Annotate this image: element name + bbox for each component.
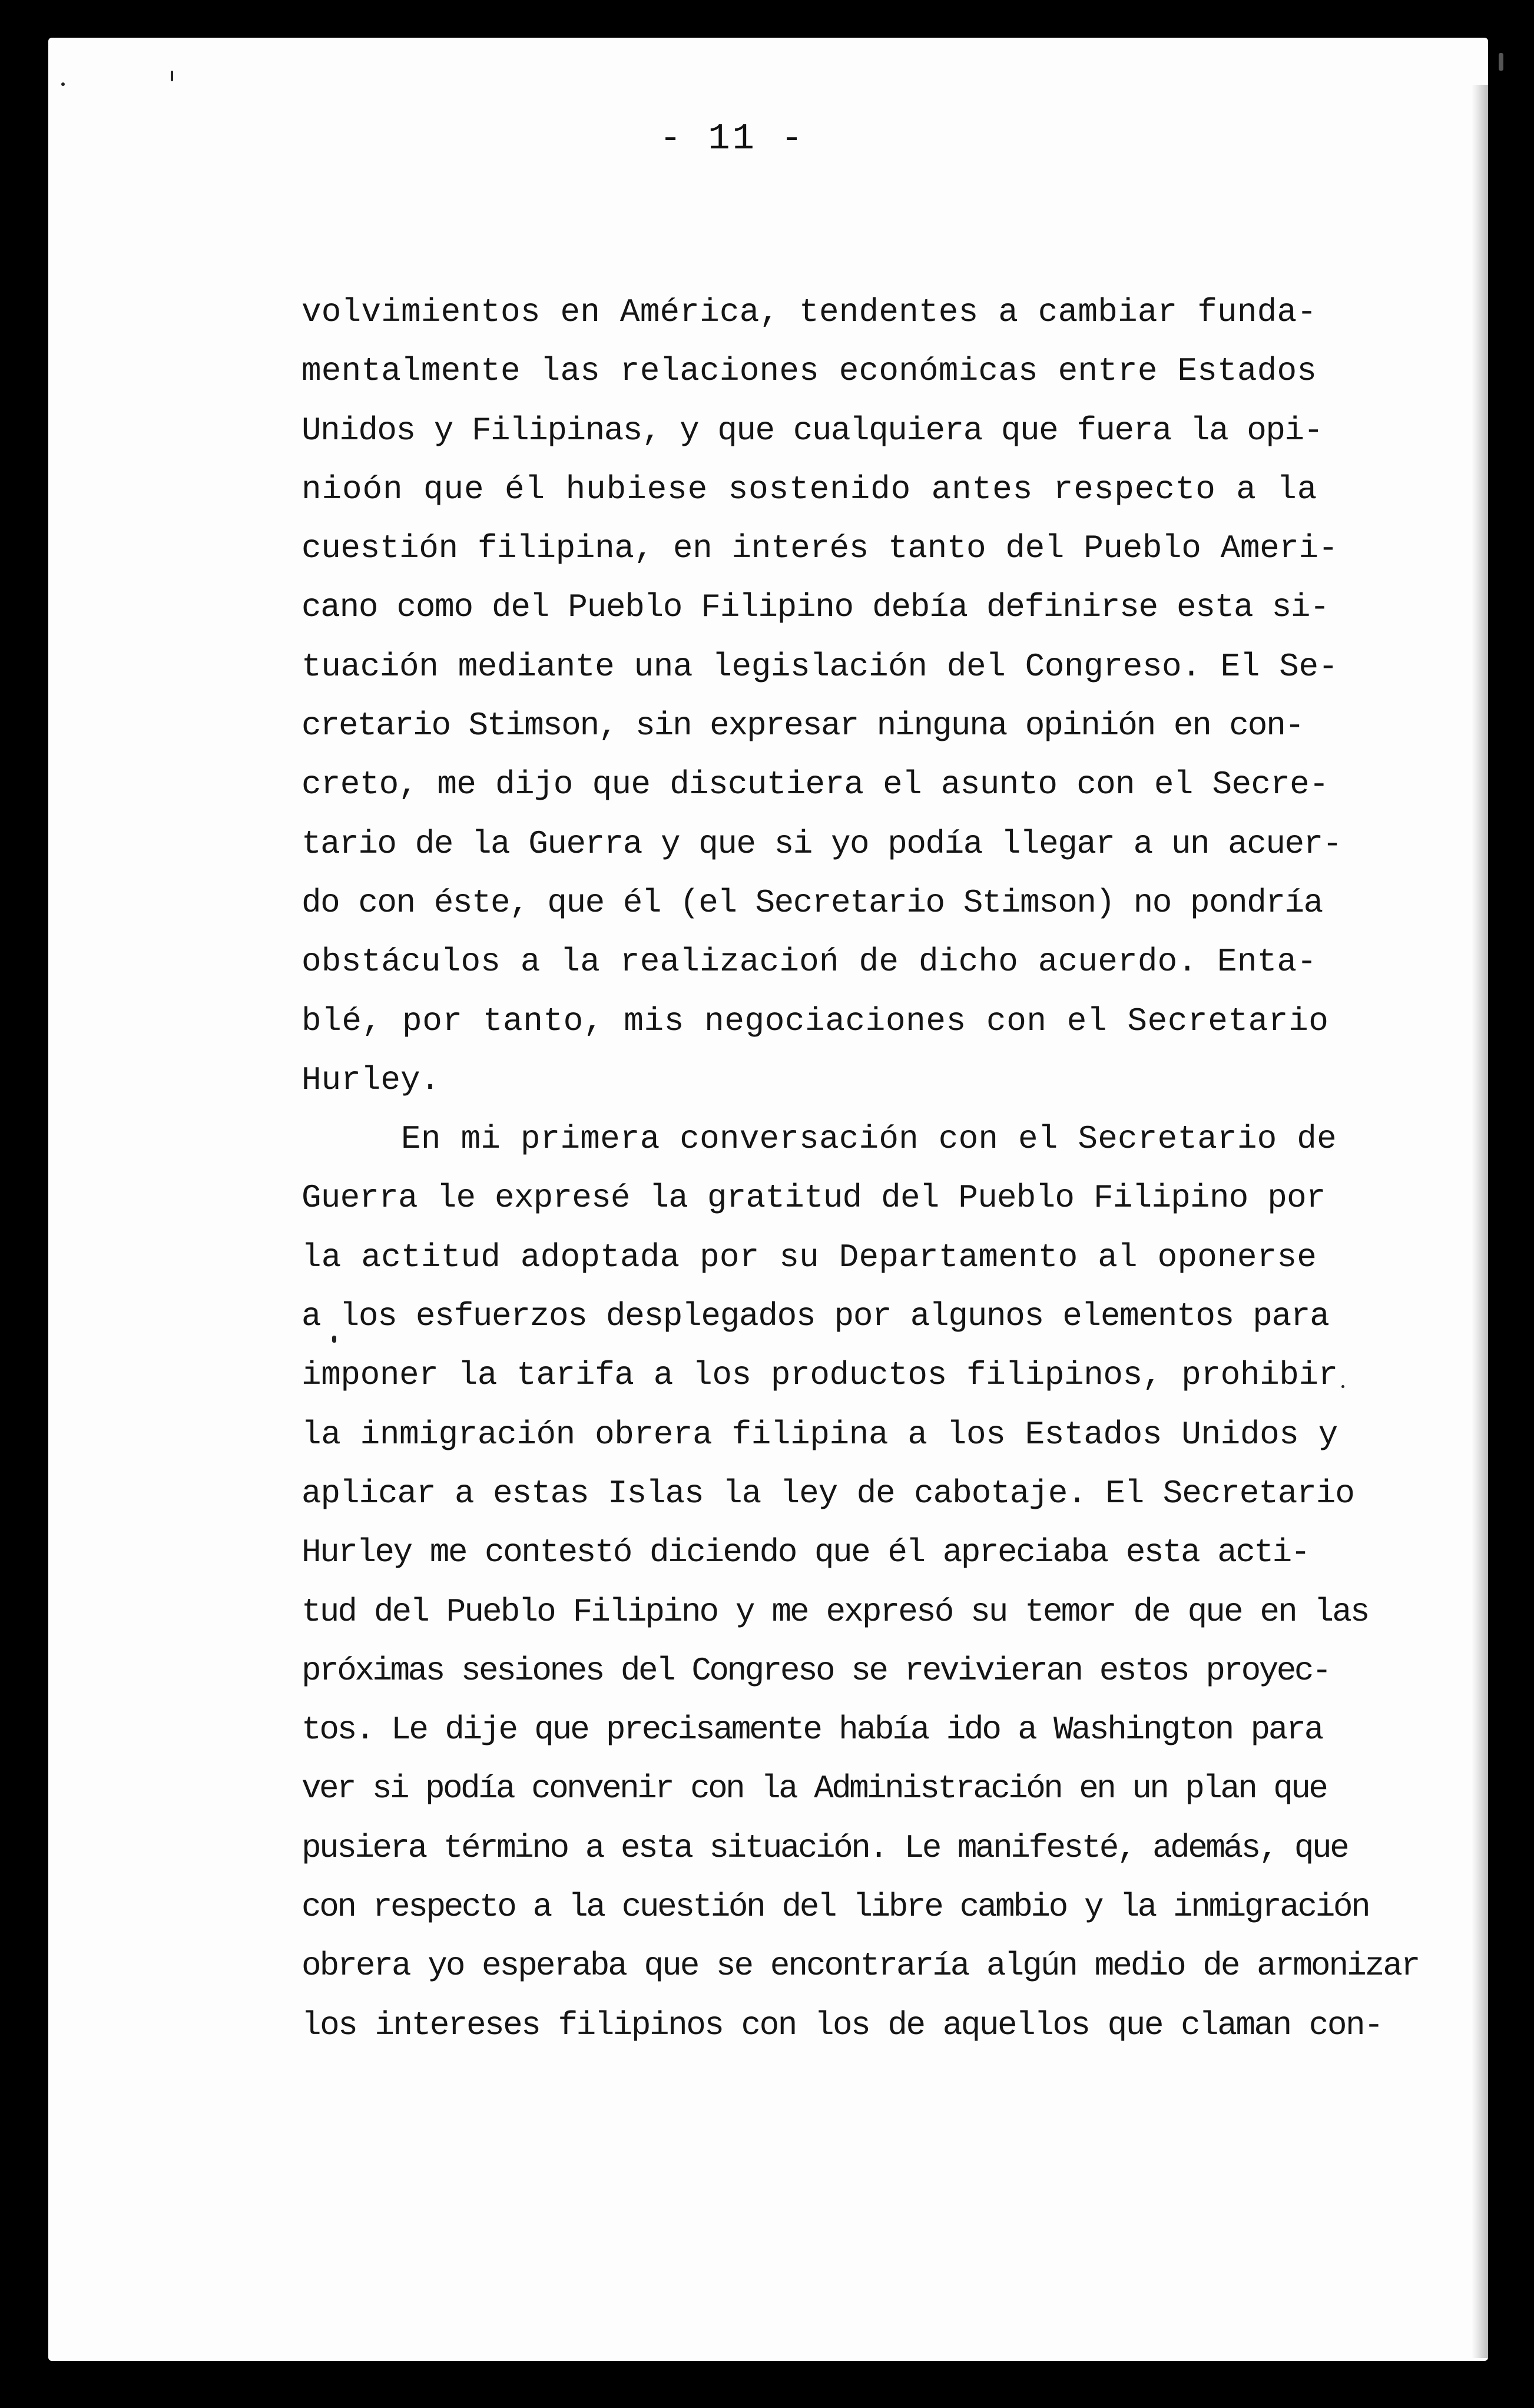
body-text	[302, 283, 1467, 2055]
text-line: cuestión filipina, en interés tanto del Pueblo Ameri-	[302, 529, 1338, 568]
scan-speck	[171, 71, 173, 81]
text-line: nioón que él hubiese sostenido antes respecto a la	[302, 470, 1318, 508]
text-line: tos. Le dije que precisamente había ido a Washington para	[302, 1711, 1323, 1749]
text-line: la inmigración obrera filipina a los Estados Unidos y	[302, 1415, 1338, 1453]
text-line: cretario Stimson, sin expresar ninguna opinión en con-	[302, 707, 1304, 745]
text-line: creto, me dijo que discutiera el asunto con el Secre-	[302, 766, 1328, 804]
text-line: Hurley me contestó diciendo que él apreciaba esta acti-	[302, 1533, 1309, 1572]
text-line: En mi primera conversación con el Secretario de	[302, 1120, 1337, 1158]
text-line: obrera yo esperaba que se encontraría algún medio de armonizar	[302, 1947, 1419, 1985]
text-line: cano como del Pueblo Filipino debía definirse esta si-	[302, 588, 1329, 627]
text-line: blé, por tanto, mis negociaciones con el Secretario	[302, 1002, 1329, 1040]
text-line: Hurley.	[302, 1061, 440, 1099]
text-line: la actitud adoptada por su Departamento al oponerse	[302, 1238, 1317, 1276]
text-line: pusiera término a esta situación. Le manifesté, además, que	[302, 1829, 1348, 1867]
text-line: imponer la tarifa a los productos filipinos, prohibir	[302, 1356, 1338, 1395]
text-line: do con éste, que él (el Secretario Stimson) no pondría	[302, 883, 1323, 922]
text-line: con respecto a la cuestión del libre cambio y la inmigración	[302, 1888, 1369, 1926]
text-line: a los esfuerzos desplegados por algunos elementos para	[302, 1297, 1329, 1336]
page-edge-shadow	[1472, 85, 1488, 2358]
page-number: - 11 -	[660, 118, 806, 160]
scan-speck	[1499, 53, 1503, 71]
text-line: ver si podía convenir con la Administración en un plan que	[302, 1770, 1327, 1808]
scan-speck	[332, 1336, 336, 1343]
text-line: volvimientos en América, tendentes a cambiar funda-	[302, 293, 1317, 331]
scan-speck	[61, 82, 65, 86]
scan-speck	[1341, 1385, 1344, 1388]
text-line: Unidos y Filipinas, y que cualquiera que fuera la opi-	[302, 411, 1323, 449]
text-line: Guerra le expresé la gratitud del Pueblo Filipino por	[302, 1179, 1326, 1217]
text-line: próximas sesiones del Congreso se revivieran estos proyec-	[302, 1651, 1330, 1690]
text-line: tario de la Guerra y que si yo podía llegar a un acuer-	[302, 824, 1341, 863]
text-line: tuación mediante una legislación del Congreso. El Se-	[302, 647, 1338, 685]
text-line: tud del Pueblo Filipino y me expresó su temor de que en las	[302, 1592, 1369, 1631]
text-line: aplicar a estas Islas la ley de cabotaje. El Secretario	[302, 1474, 1354, 1512]
text-line: los intereses filipinos con los de aquellos que claman con-	[302, 2006, 1383, 2044]
text-line: obstáculos a la realizacioń de dicho acuerdo. Enta-	[302, 943, 1317, 981]
text-line: mentalmente las relaciones económicas entre Estados	[302, 352, 1317, 390]
